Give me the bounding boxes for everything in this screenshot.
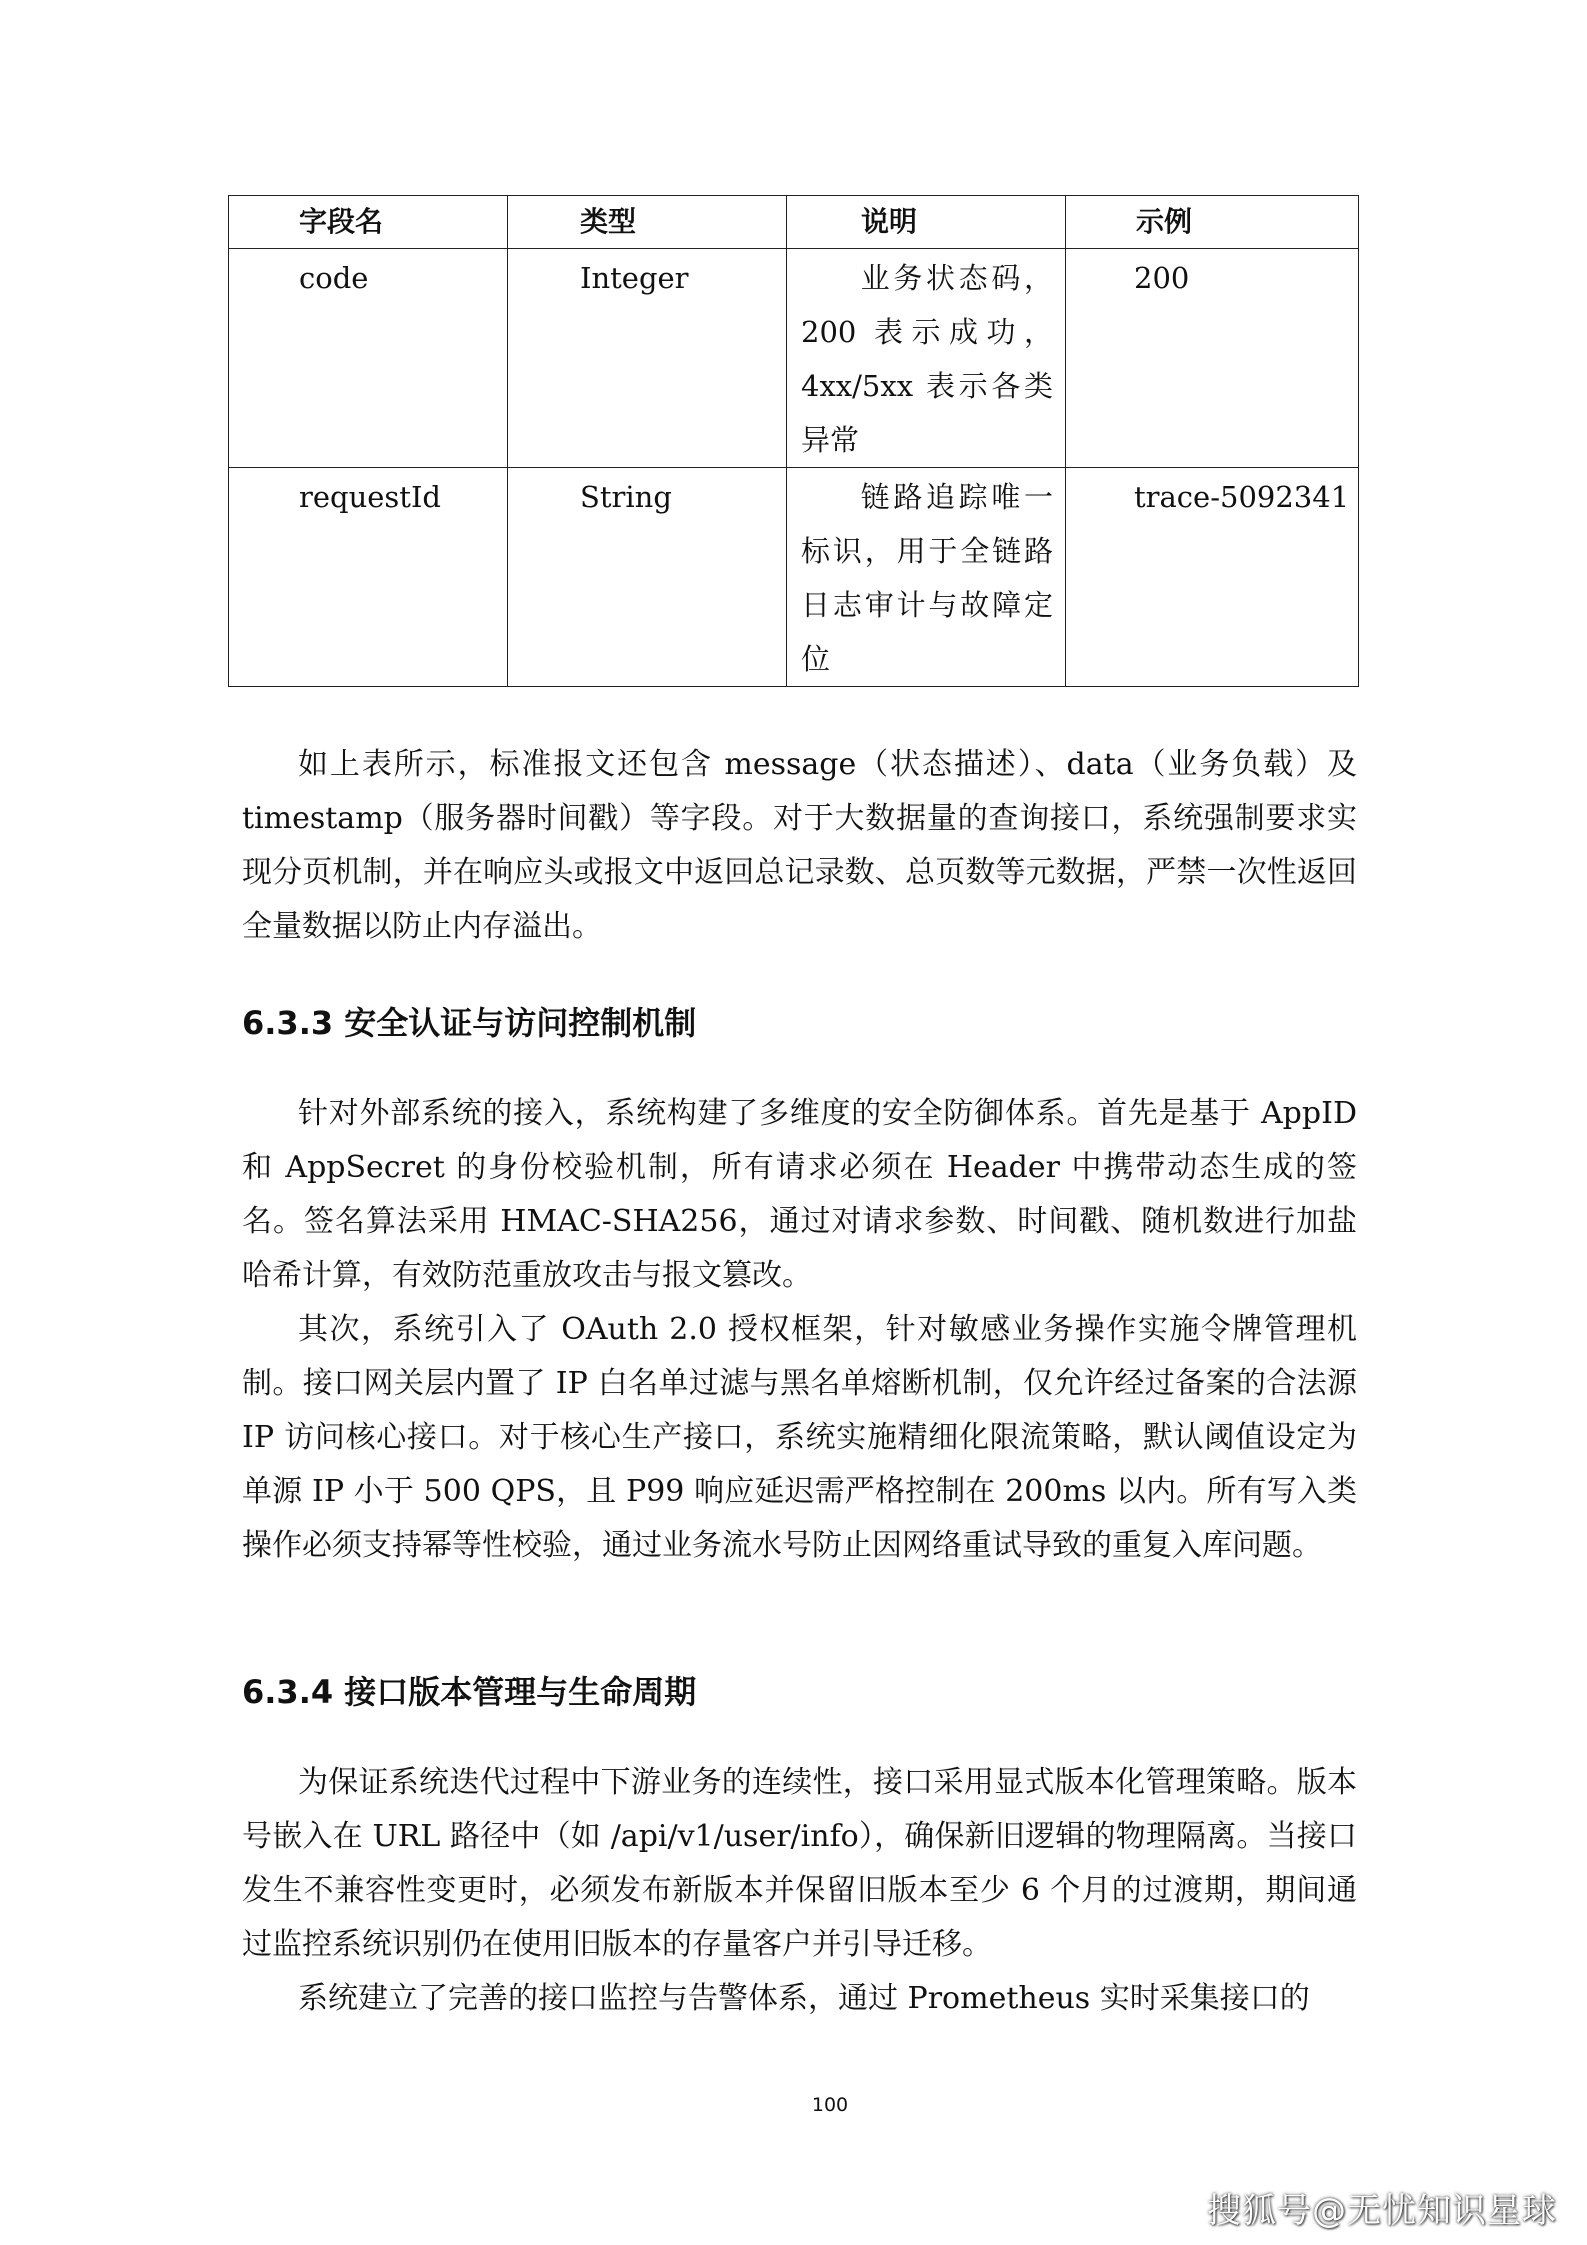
paragraph-table-summary: 如上表所示，标准报文还包含 message（状态描述）、data（业务负载）及 timestamp（服务器时间戳）等字段。对于大数据量的查询接口，系统强制要求实现分页机制，并在响应头或报文中返回总记录数、总页数等元数据，严禁一次性返回全量数据以防止内存溢出。 xyxy=(242,747,1357,944)
header-type: 类型 xyxy=(508,196,787,249)
watermark: 搜狐号@无忧知识星球 xyxy=(1207,2191,1557,2231)
cell-description xyxy=(787,468,1066,687)
header-field-name: 字段名 xyxy=(229,196,508,249)
paragraph-version-1: 为保证系统迭代过程中下游业务的连续性，接口采用显式版本化管理策略。版本号嵌入在 URL 路径中（如 /api/v1/user/info），确保新旧逻辑的物理隔离。当接口发生不兼容性变更时，必须发布新版本并保留旧版本至少 6 个月的过渡期，期间通过监控系统识别仍在使用旧版本的存量客户并引导迁移。 xyxy=(242,1765,1357,1962)
header-description: 说明 xyxy=(787,196,1066,249)
page-number: 100 xyxy=(811,2094,849,2116)
cell-example: trace-5092341 xyxy=(1066,468,1359,687)
cell-description xyxy=(787,249,1066,468)
section-heading-security: 6.3.3 安全认证与访问控制机制 xyxy=(242,1004,697,1042)
cell-example: 200 xyxy=(1066,249,1359,468)
cell-description-text: 链路追踪唯一标识，用于全链路日志审计与故障定位 xyxy=(801,480,1053,676)
header-example: 示例 xyxy=(1066,196,1359,249)
paragraph-version-2: 系统建立了完善的接口监控与告警体系，通过 Prometheus 实时采集接口的 xyxy=(298,1981,1310,2016)
paragraph-security-1: 针对外部系统的接入，系统构建了多维度的安全防御体系。首先是基于 AppID 和 AppSecret 的身份校验机制，所有请求必须在 Header 中携带动态生成的签名。签名算法采用 HMAC-SHA256，通过对请求参数、时间戳、随机数进行加盐哈希计算，有效防范重放攻击与报文篡改。 xyxy=(242,1096,1357,1293)
cell-field-name: code xyxy=(229,249,508,468)
cell-field-name: requestId xyxy=(229,468,508,687)
table-row xyxy=(229,468,1359,687)
paragraph-security-2: 其次，系统引入了 OAuth 2.0 授权框架，针对敏感业务操作实施令牌管理机制。接口网关层内置了 IP 白名单过滤与黑名单熔断机制，仅允许经过备案的合法源 IP 访问核心接口。对于核心生产接口，系统实施精细化限流策略，默认阈值设定为单源 IP 小于 500 QPS，且 P99 响应延迟需严格控制在 200ms 以内。所有写入类操作必须支持幂等性校验，通过业务流水号防止因网络重试导致的重复入库问题。 xyxy=(242,1312,1357,1563)
table-row xyxy=(229,249,1359,468)
field-definition-table xyxy=(228,195,1359,687)
cell-description-text: 业务状态码，200 表示成功，4xx/5xx 表示各类异常 xyxy=(801,261,1053,457)
cell-type: String xyxy=(508,468,787,687)
cell-type: Integer xyxy=(508,249,787,468)
table-header-row xyxy=(229,196,1359,249)
section-heading-version: 6.3.4 接口版本管理与生命周期 xyxy=(242,1673,697,1711)
